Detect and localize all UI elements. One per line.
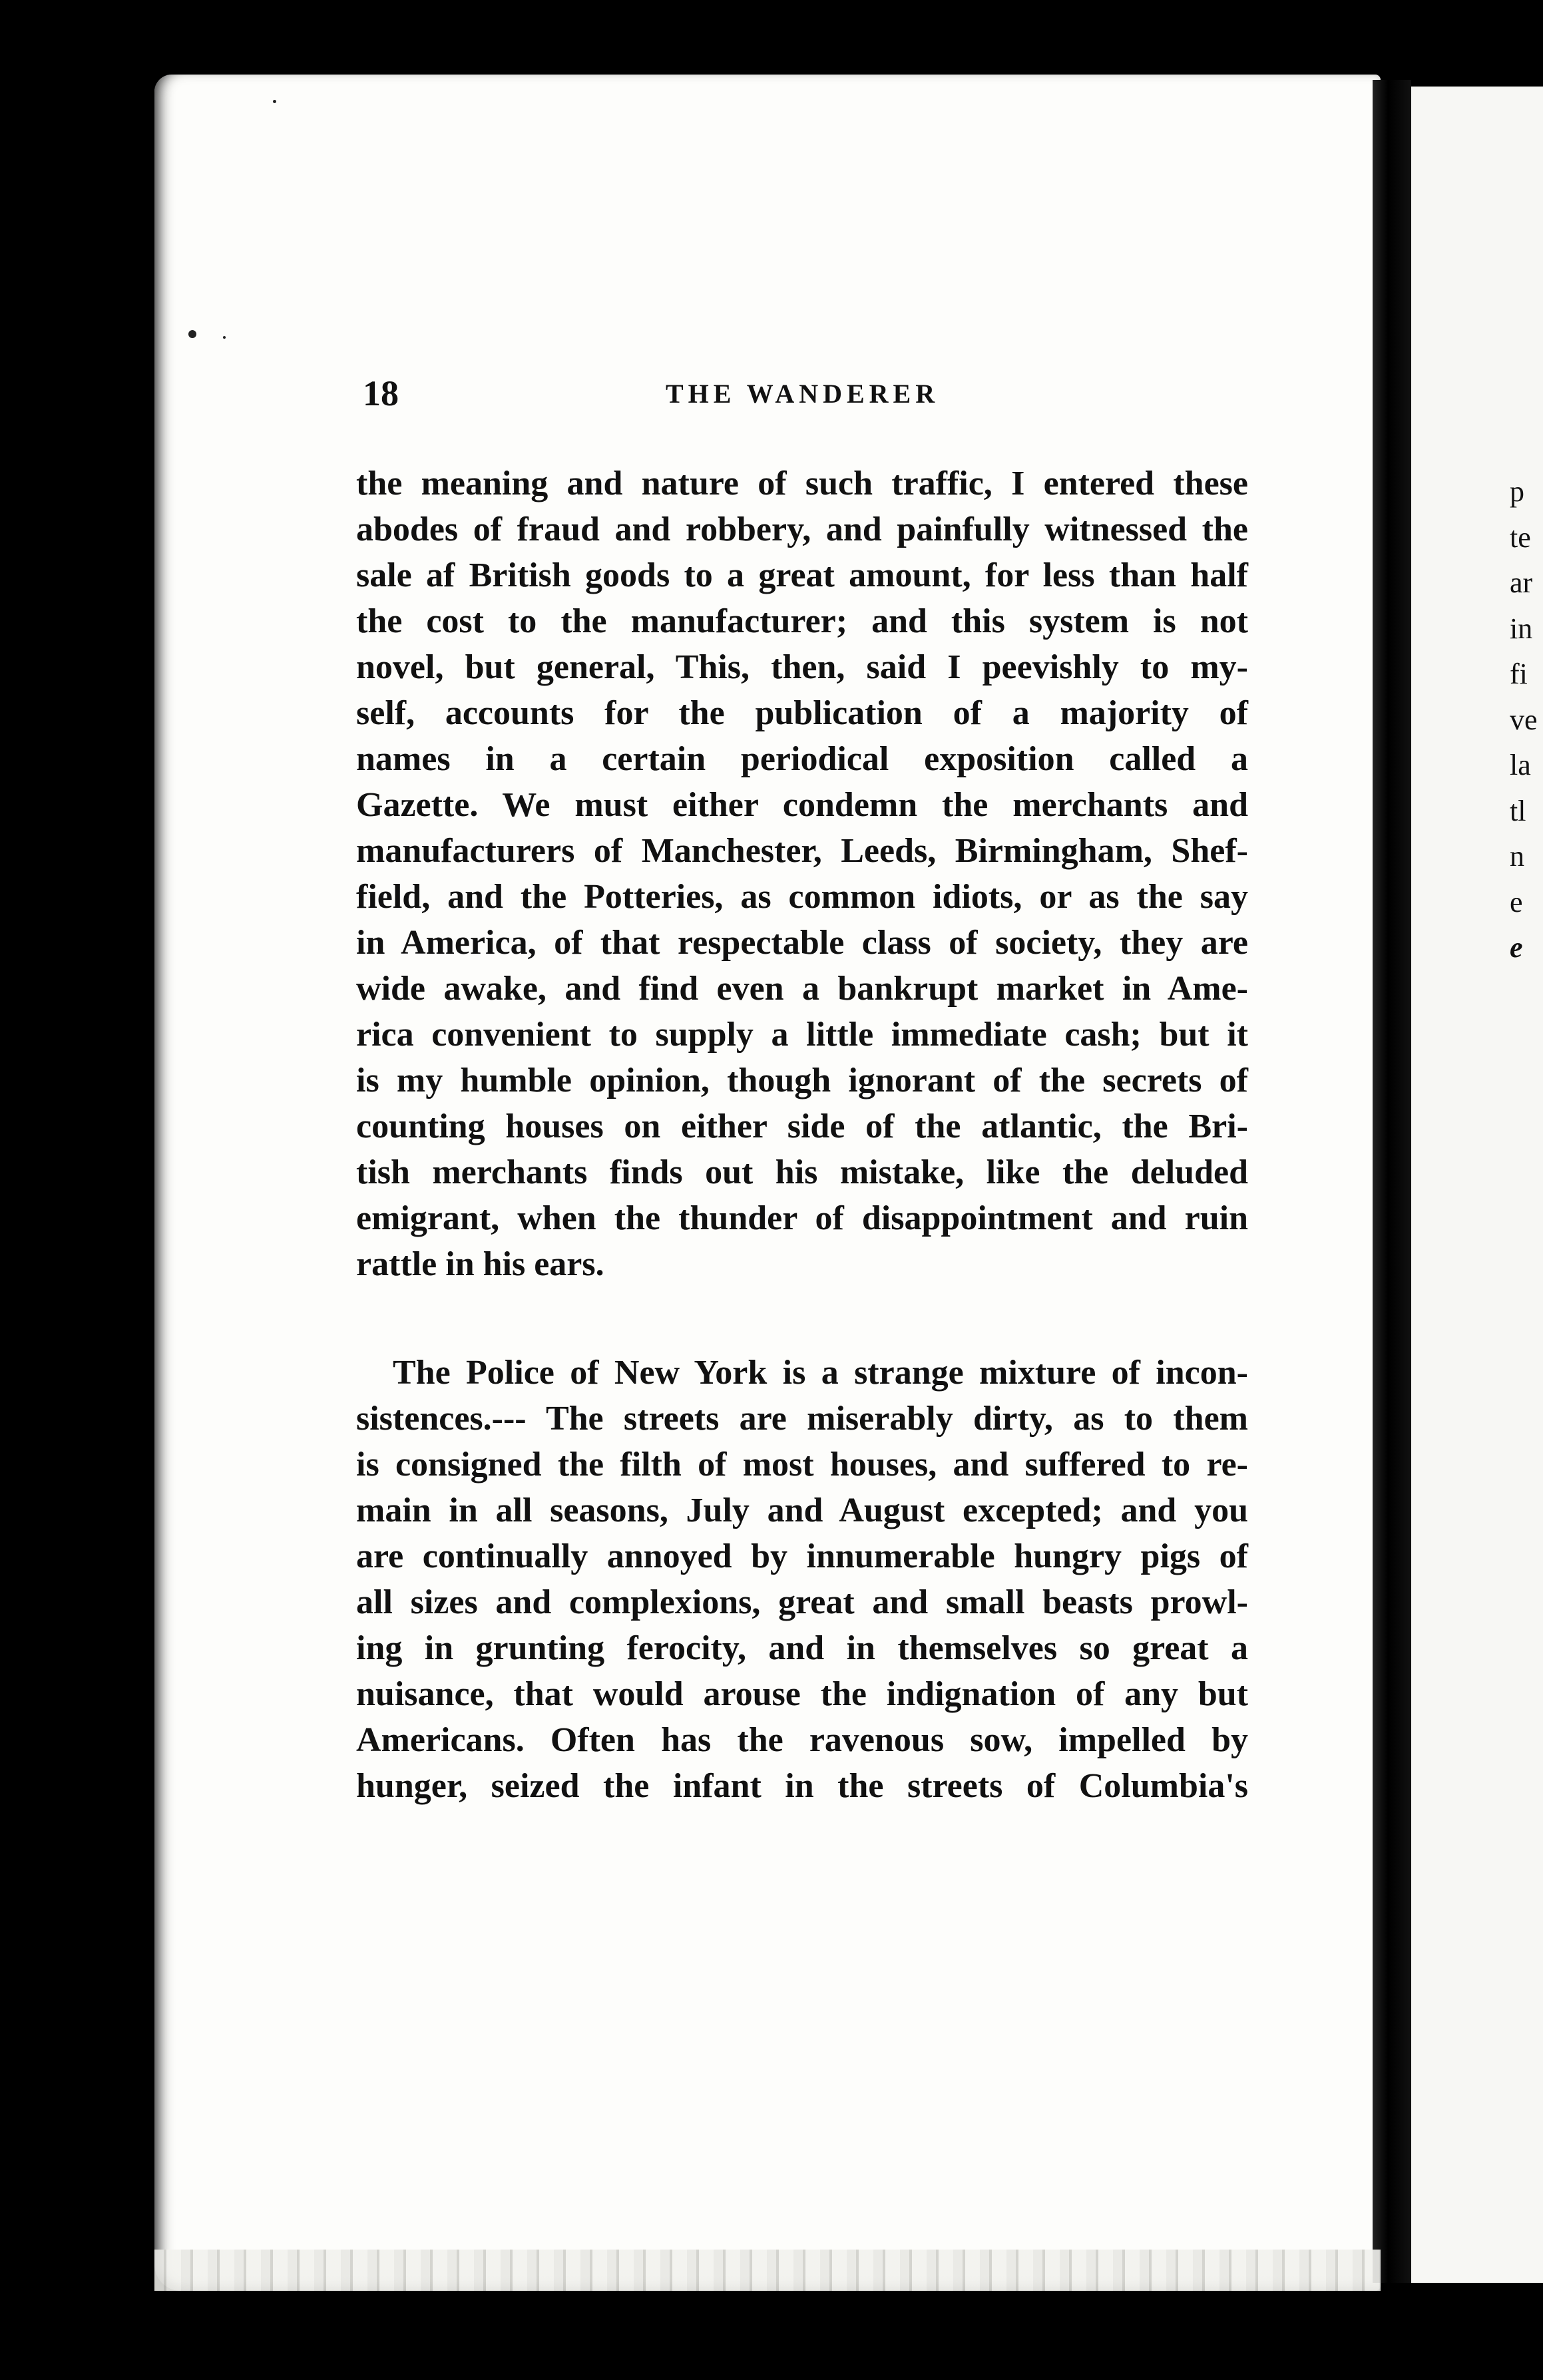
text-line: Gazette. We must either condemn the merchants and	[356, 786, 1248, 824]
text-line: emigrant, when the thunder of disappointment and ruin	[356, 1199, 1248, 1237]
book-gutter	[1373, 80, 1411, 2283]
text-line: The Police of New York is a strange mixture of incon-	[393, 1354, 1248, 1392]
ink-speck	[188, 330, 196, 338]
text-line: sistences.--- The streets are miserably dirty, as to them	[356, 1400, 1248, 1438]
text-line: in America, of that respectable class of society, they are	[356, 924, 1248, 962]
ink-speck	[223, 336, 226, 339]
text-line: tish merchants finds out his mistake, like the deluded	[356, 1153, 1248, 1191]
text-line: rattle in his ears.	[356, 1245, 604, 1283]
facing-page-edge	[1411, 87, 1543, 2283]
facing-line: tl	[1510, 794, 1526, 827]
text-line: counting houses on either side of the atlantic, the Bri-	[356, 1107, 1248, 1145]
text-line: rica convenient to supply a little immediate cash; but it	[356, 1016, 1248, 1054]
text-line: abodes of fraud and robbery, and painfully witnessed the	[356, 510, 1248, 548]
text-line: all sizes and complexions, great and small beasts prowl-	[356, 1583, 1248, 1621]
facing-line: p	[1510, 475, 1524, 508]
facing-line: te	[1510, 520, 1531, 554]
text-line: field, and the Potteries, as common idiots, or as the say	[356, 878, 1248, 916]
text-line: hunger, seized the infant in the streets of Columbia's	[356, 1767, 1248, 1805]
text-line: Americans. Often has the ravenous sow, impelled by	[356, 1721, 1248, 1759]
text-line: the meaning and nature of such traffic, I entered these	[356, 465, 1248, 502]
text-line: novel, but general, This, then, said I peevishly to my-	[356, 648, 1248, 686]
text-line: self, accounts for the publication of a majority of	[356, 694, 1248, 732]
text-line: are continually annoyed by innumerable hungry pigs of	[356, 1537, 1248, 1575]
facing-line: la	[1510, 749, 1531, 781]
facing-line: e	[1510, 931, 1523, 964]
facing-page-text	[1510, 469, 1543, 971]
text-line: nuisance, that would arouse the indignation of any but	[356, 1675, 1248, 1713]
text-line: the cost to the manufacturer; and this system is not	[356, 602, 1248, 640]
paragraph-2	[356, 1350, 1248, 1809]
text-line: wide awake, and find even a bankrupt market in Ame-	[356, 970, 1248, 1008]
page-bottom-edge	[154, 2250, 1381, 2291]
text-line: is consigned the filth of most houses, and suffered to re-	[356, 1446, 1248, 1484]
text-line: manufacturers of Manchester, Leeds, Birmingham, Shef-	[356, 832, 1248, 870]
page-number: 18	[363, 373, 399, 413]
paragraph-1	[356, 461, 1248, 1287]
text-line: main in all seasons, July and August excepted; and you	[356, 1491, 1248, 1529]
ink-speck	[273, 100, 276, 103]
page-header	[363, 373, 1248, 419]
text-line: sale af British goods to a great amount, for less than half	[356, 556, 1248, 594]
facing-line: fi	[1510, 658, 1528, 690]
running-head: THE WANDERER	[666, 379, 940, 409]
facing-line: e	[1510, 885, 1523, 918]
facing-line: in	[1510, 612, 1533, 645]
text-line: ing in grunting ferocity, and in themselves so great a	[356, 1629, 1248, 1667]
text-line: is my humble opinion, though ignorant of the secrets of	[356, 1062, 1248, 1099]
facing-line: ar	[1510, 566, 1533, 599]
text-line: names in a certain periodical exposition called a	[356, 740, 1248, 778]
facing-line: ve	[1510, 703, 1538, 736]
facing-line: n	[1510, 840, 1524, 873]
